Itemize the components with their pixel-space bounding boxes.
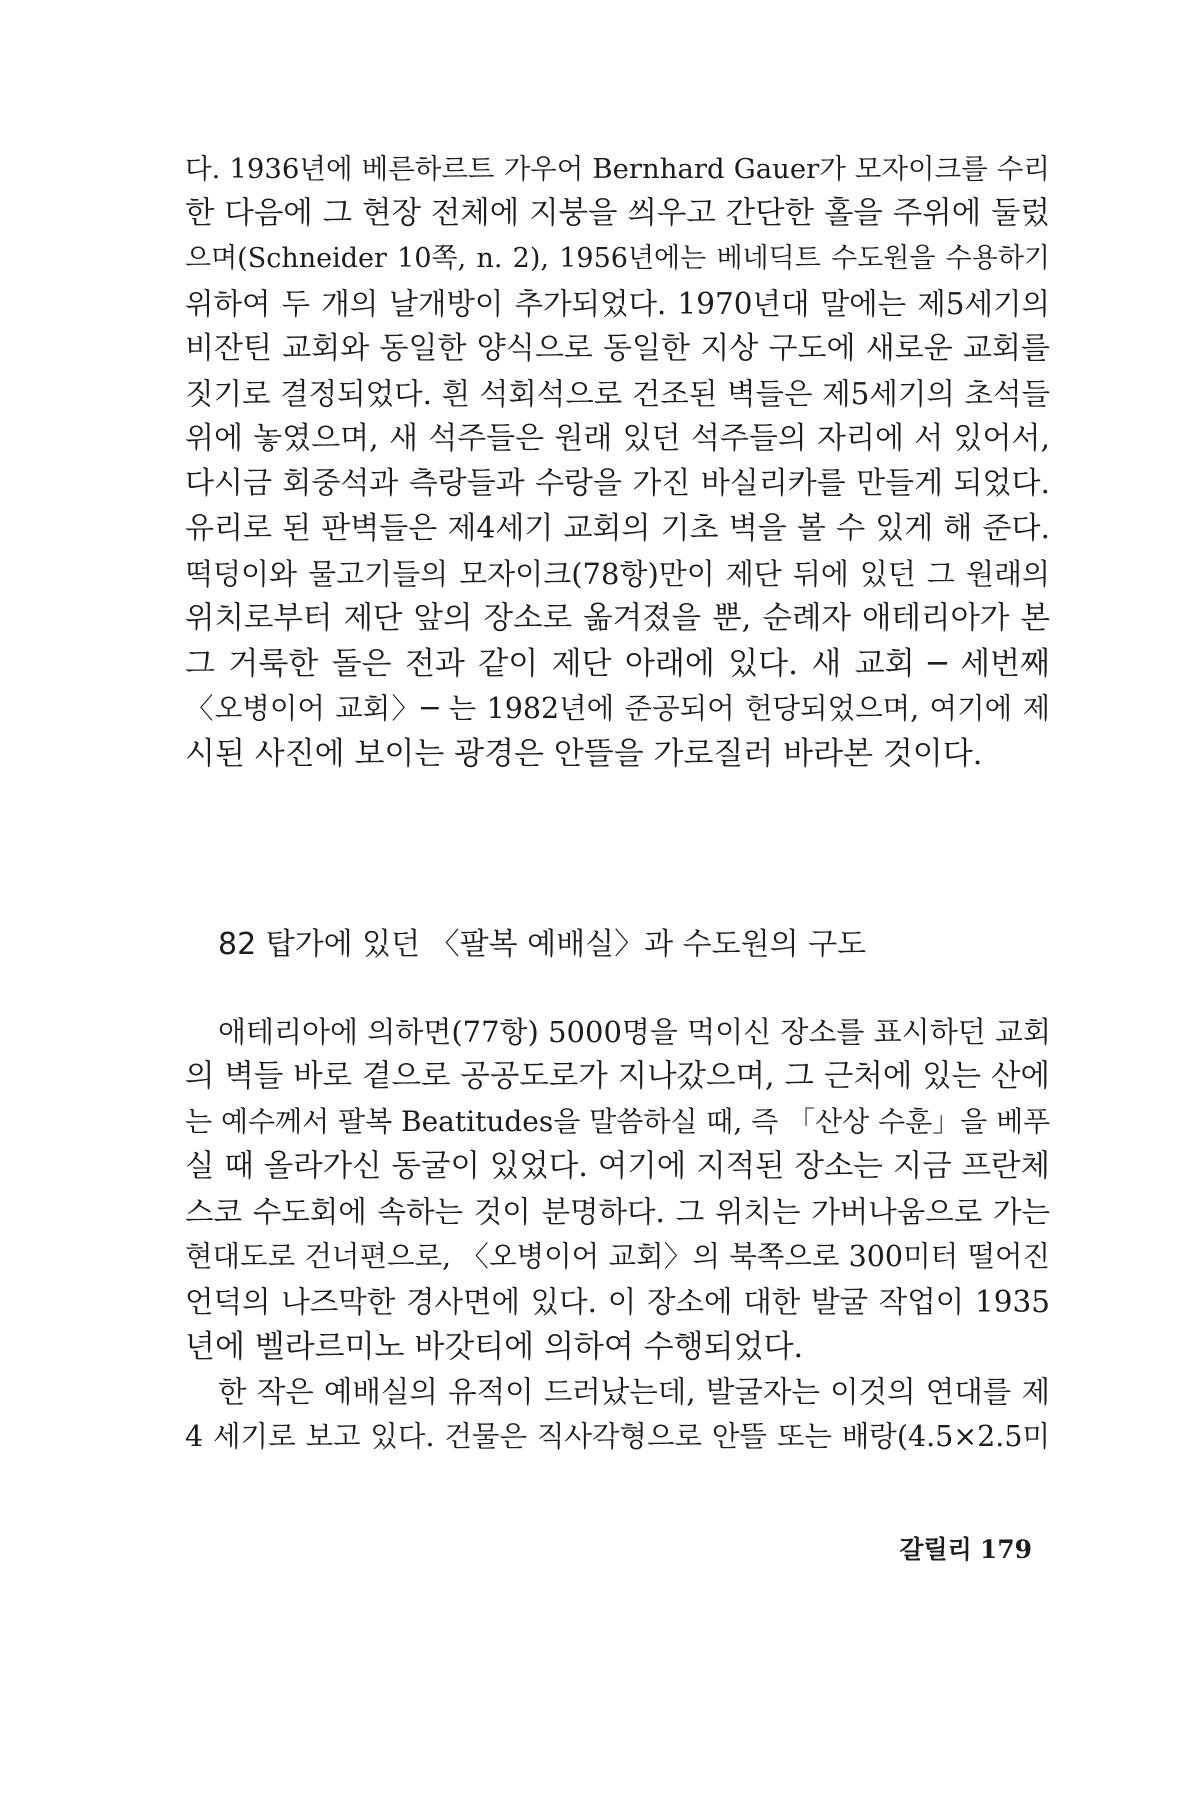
section-heading: 82 탑가에 있던 〈팔복 예배실〉과 수도원의 구도 [218, 927, 867, 962]
text-line: 시된 사진에 보이는 광경은 안뜰을 가로질러 바라본 것이다. [185, 736, 983, 772]
page-footer [899, 1530, 1032, 1570]
text-line: 실 때 올라가신 동굴이 있었다. 여기에 지적된 장소는 지금 프란체 [185, 1149, 1050, 1184]
text-line: 다. 1936년에 베른하르트 가우어 Bernhard Gauer가 모자이크를 수리 [185, 153, 1050, 185]
text-line: 한 작은 예배실의 유적이 드러났는데, 발굴자는 이것의 연대를 제 [218, 1375, 1050, 1409]
page-number: 179 [979, 1535, 1032, 1564]
text-line: 위치로부터 제단 앞의 장소로 옮겨졌을 뿐, 순례자 애테리아가 본 [185, 601, 1050, 636]
text-line: 년에 벨라르미노 바갓티에 의하여 수행되었다. [185, 1329, 804, 1365]
text-line: 그 거룩한 돌은 전과 같이 제단 아래에 있다. 새 교회 ─ 세번째 [185, 646, 1050, 682]
text-line: 언덕의 나즈막한 경사면에 있다. 이 장소에 대한 발굴 작업이 1935 [185, 1285, 1050, 1319]
text-line: 스코 수도회에 속하는 것이 분명하다. 그 위치는 가버나움으로 가는 [185, 1195, 1050, 1229]
text-line: 위에 놓였으며, 새 석주들은 원래 있던 석주들의 자리에 서 있어서, [185, 421, 1050, 456]
text-line: 4 세기로 보고 있다. 건물은 직사각형으로 안뜰 또는 배랑(4.5×2.5미 [185, 1420, 1050, 1453]
text-line: 으며(Schneider 10쪽, n. 2), 1956년에는 베네딕트 수도원을 수용하기 [185, 243, 1050, 274]
text-line: 〈오병이어 교회〉─ 는 1982년에 준공되어 헌당되었으며, 여기에 제 [185, 692, 1050, 725]
text-line: 애테리아에 의하면(77항) 5000명을 먹이신 장소를 표시하던 교회 [218, 1015, 1051, 1049]
text-line: 한 다음에 그 현장 전체에 지붕을 씌우고 간단한 홀을 주위에 둘렀 [185, 196, 1050, 231]
text-line: 유리로 된 판벽들은 제4세기 교회의 기초 벽을 볼 수 있게 해 준다. [185, 511, 1050, 546]
text-line: 의 벽들 바로 곁으로 공공도로가 지나갔으며, 그 근처에 있는 산에 [185, 1059, 1050, 1094]
text-line: 는 예수께서 팔복 Beatitudes을 말씀하실 때, 즉 「산상 수훈」을 베푸 [185, 1105, 1051, 1138]
text-line: 현대도로 건너편으로, 〈오병이어 교회〉의 북쪽으로 300미터 떨어진 [185, 1240, 1050, 1273]
text-line: 비잔틴 교회와 동일한 양식으로 동일한 지상 구도에 새로운 교회를 [185, 331, 1050, 366]
running-title: 갈릴리 [899, 1535, 972, 1564]
text-line: 짓기로 결정되었다. 흰 석회석으로 건조된 벽들은 제5세기의 초석들 [185, 377, 1050, 411]
text-line: 위하여 두 개의 날개방이 추가되었다. 1970년대 말에는 제5세기의 [185, 287, 1050, 321]
text-line: 떡덩이와 물고기들의 모자이크(78항)만이 제단 뒤에 있던 그 원래의 [185, 557, 1050, 591]
text-line: 다시금 회중석과 측랑들과 수랑을 가진 바실리카를 만들게 되었다. [185, 466, 1050, 501]
